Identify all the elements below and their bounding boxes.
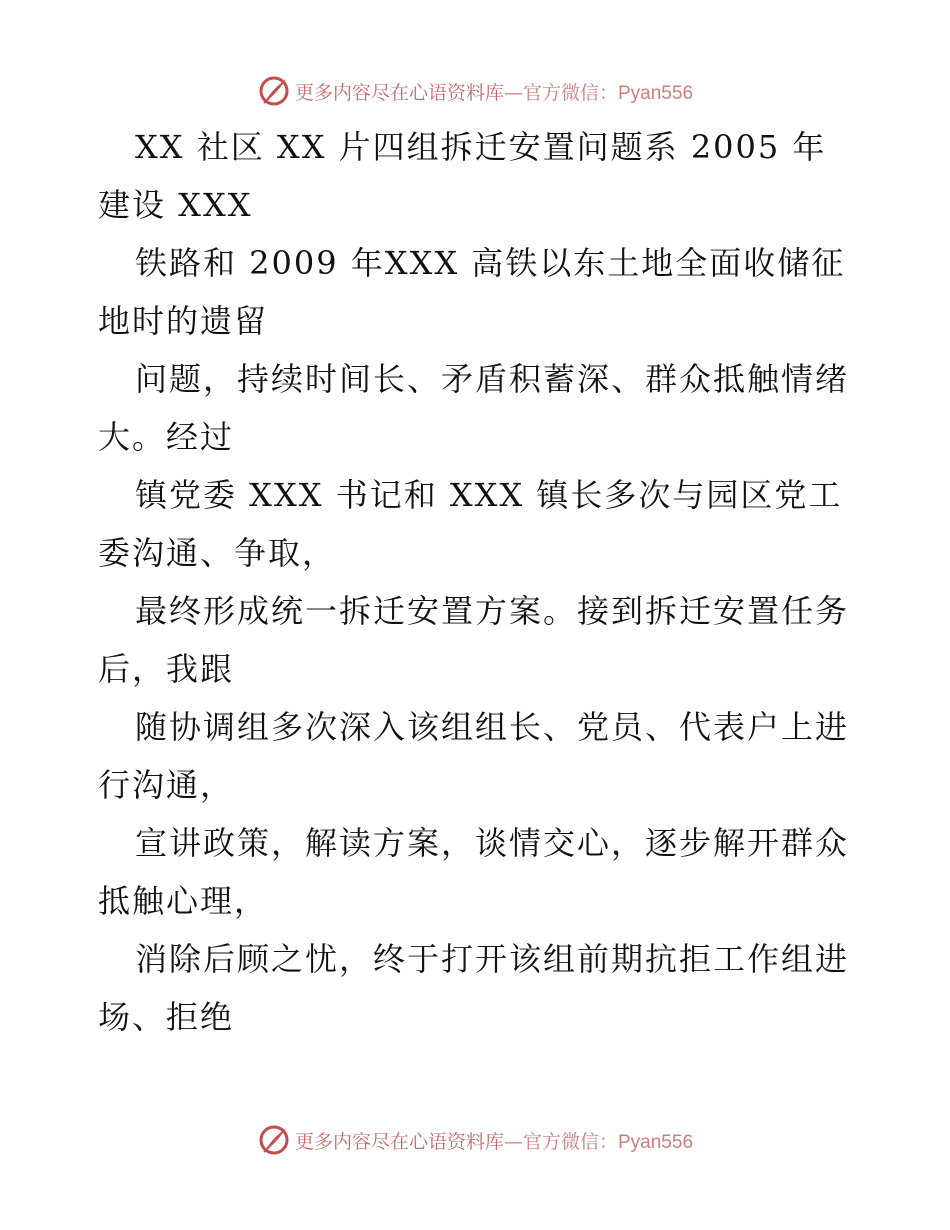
footer-contact-text: 官方微信： (522, 1130, 618, 1153)
quill-pen-logo-icon (257, 1123, 291, 1157)
paragraph-1: XX 社区 XX 片四组拆迁安置问题系 2005 年建设 XXX (98, 128, 827, 224)
paragraph-7: 宣讲政策，解读方案，谈情交心，逐步解开群众抵触心理， (98, 824, 850, 920)
footer-contact-id: Pyan556 (618, 1131, 694, 1153)
footer-brand-text: 更多内容尽在心语资料库 (294, 1130, 504, 1153)
header-contact-id: Pyan556 (618, 82, 694, 104)
header-banner-text (295, 78, 693, 105)
quill-pen-logo-icon (257, 74, 291, 108)
paragraph-6: 随协调组多次深入该组组长、党员、代表户上进行沟通， (98, 708, 850, 804)
header-contact-text: 官方微信： (522, 81, 618, 104)
footer-dash: — (503, 1130, 523, 1153)
paragraph-5: 最终形成统一拆迁安置方案。接到拆迁安置任务后，我跟 (98, 592, 850, 688)
paragraph-4: 镇党委 XXX 书记和 XXX 镇长多次与园区党工委沟通、争取， (98, 476, 843, 572)
paragraph-2: 铁路和 2009 年XXX 高铁以东土地全面收储征地时的遗留 (98, 244, 846, 340)
header-dash: — (503, 81, 523, 104)
footer-banner-text (295, 1127, 693, 1154)
document-body (98, 118, 858, 1046)
header-banner (0, 71, 950, 111)
footer-banner (0, 1120, 950, 1160)
header-brand-text: 更多内容尽在心语资料库 (294, 81, 504, 104)
paragraph-8: 消除后顾之忧，终于打开该组前期抗拒工作组进场、拒绝 (98, 940, 850, 1036)
paragraph-3: 问题，持续时间长、矛盾积蓄深、群众抵触情绪大。经过 (98, 360, 850, 456)
